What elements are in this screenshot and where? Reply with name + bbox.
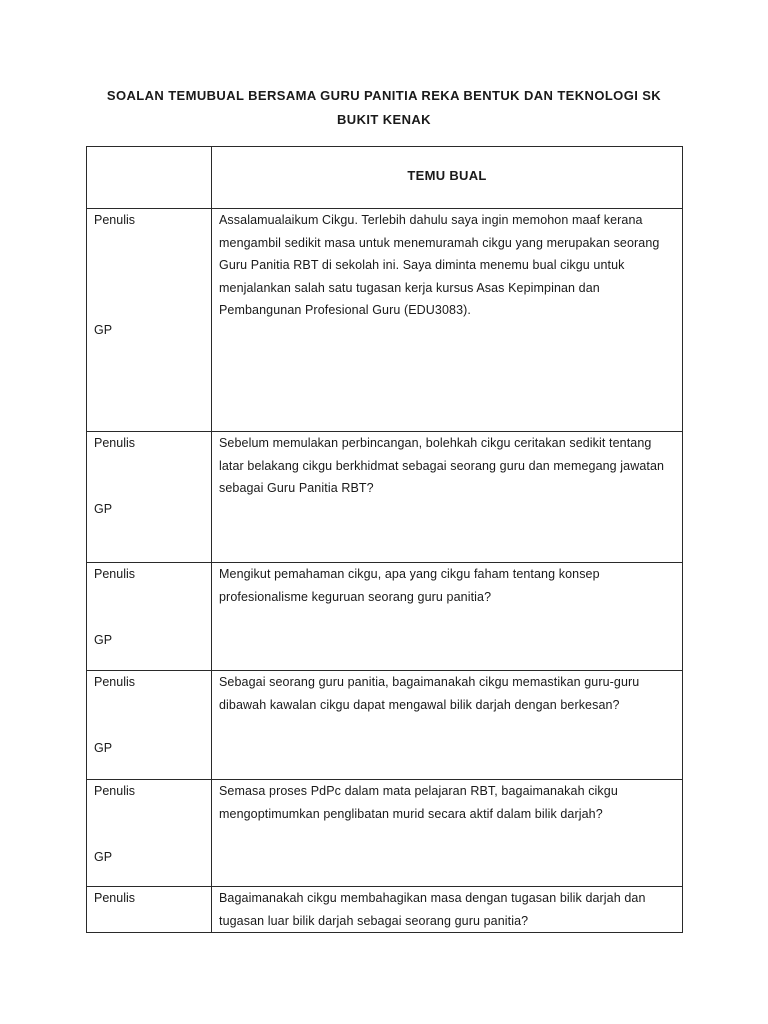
- table-row: [87, 671, 683, 780]
- speaker-gp: GP: [94, 741, 113, 755]
- header-speaker-cell: [87, 147, 212, 209]
- table-row: [87, 209, 683, 432]
- speaker-cell: [87, 671, 212, 780]
- speaker-penulis: Penulis: [94, 567, 135, 581]
- question-text: [212, 780, 683, 887]
- page-title: [60, 84, 708, 132]
- speaker-penulis: Penulis: [94, 213, 135, 227]
- question-text-content: Mengikut pemahaman cikgu, apa yang cikgu faham tentang konsep profesionalisme keguruan seorang guru panitia?: [219, 567, 600, 604]
- speaker-penulis: Penulis: [94, 784, 135, 798]
- title-line-2: BUKIT KENAK: [337, 112, 431, 127]
- table-header-row: [87, 147, 683, 209]
- table-row: [87, 887, 683, 933]
- table-row: [87, 780, 683, 887]
- speaker-cell: [87, 209, 212, 432]
- question-text-content: Assalamualaikum Cikgu. Terlebih dahulu saya ingin memohon maaf kerana mengambil sedikit masa untuk menemuramah cikgu yang merupakan seorang Guru Panitia RBT di sekolah ini. Saya diminta menemu bual cikgu untuk menjalankan salah satu tugasan kerja kursus Asas Kepimpinan dan Pembangunan Profesional Guru (EDU3083).: [219, 213, 660, 317]
- speaker-cell: [87, 432, 212, 563]
- question-text: [212, 671, 683, 780]
- question-text: [212, 563, 683, 671]
- question-text-content: Bagaimanakah cikgu membahagikan masa dengan tugasan bilik darjah dan tugasan luar bilik darjah sebagai seorang guru panitia?: [219, 891, 646, 928]
- question-text-content: Sebagai seorang guru panitia, bagaimanakah cikgu memastikan guru-guru dibawah kawalan cikgu dapat mengawal bilik darjah dengan berkesan?: [219, 675, 640, 712]
- table-row: [87, 563, 683, 671]
- speaker-penulis: Penulis: [94, 891, 135, 905]
- speaker-gp: GP: [94, 502, 113, 516]
- question-text-content: Sebelum memulakan perbincangan, bolehkah cikgu ceritakan sedikit tentang latar belakang cikgu berkhidmat sebagai seorang guru dan memegang jawatan sebagai Guru Panitia RBT?: [219, 436, 665, 495]
- speaker-gp: GP: [94, 633, 113, 647]
- speaker-gp: GP: [94, 850, 113, 864]
- speaker-penulis: Penulis: [94, 436, 135, 450]
- interview-table: [86, 146, 683, 933]
- question-text-content: Semasa proses PdPc dalam mata pelajaran RBT, bagaimanakah cikgu mengoptimumkan penglibatan murid secara aktif dalam bilik darjah?: [219, 784, 618, 821]
- question-text: [212, 432, 683, 563]
- question-text: [212, 209, 683, 432]
- speaker-gp: GP: [94, 323, 113, 337]
- title-line-1: SOALAN TEMUBUAL BERSAMA GURU PANITIA REKA BENTUK DAN TEKNOLOGI SK: [106, 88, 662, 103]
- header-temu-bual: TEMU BUAL: [407, 168, 487, 183]
- question-text: [212, 887, 683, 933]
- speaker-cell: [87, 563, 212, 671]
- table-row: [87, 432, 683, 563]
- speaker-cell: [87, 887, 212, 933]
- speaker-penulis: Penulis: [94, 675, 135, 689]
- speaker-cell: [87, 780, 212, 887]
- header-text-cell: [212, 147, 683, 209]
